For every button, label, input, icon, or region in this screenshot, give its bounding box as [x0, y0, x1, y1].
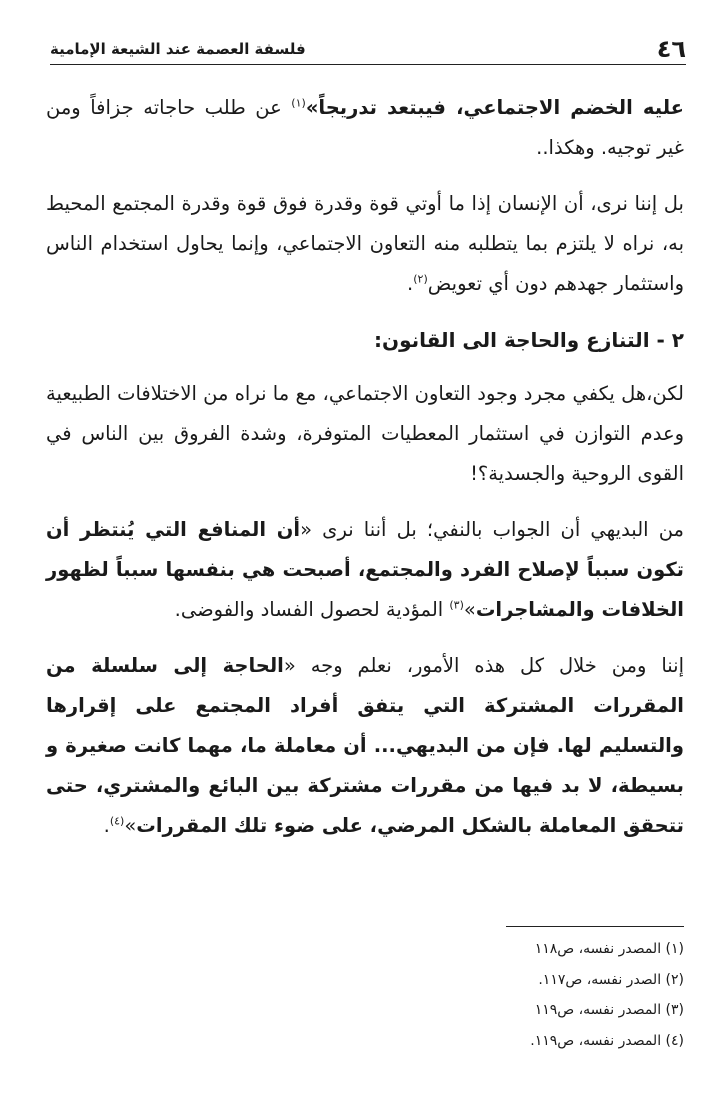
running-title: فلسفة العصمة عند الشيعة الإمامية: [50, 40, 306, 58]
paragraph-2: [46, 184, 684, 304]
footnote-ref-4: (٤): [109, 814, 125, 828]
footnotes: [284, 934, 684, 1056]
footnote-ref-3: (٣): [449, 598, 464, 612]
footnote-2: (٢) الصدر نفسه، ص١١٧.: [538, 971, 684, 988]
page-header: [50, 34, 686, 65]
paragraph-4-quote: أن المنافع التي يُنتظر أن تكون سبباً لإصلاح الفرد والمجتمع، أصبحت هي بنفسها سبباً لظهور الخلافات والمشاجرات: [46, 518, 684, 621]
page-body: [46, 88, 684, 862]
footnote-ref-2: (٢): [413, 272, 428, 286]
paragraph-5-close: »: [124, 814, 137, 837]
footnote-1: (١) المصدر نفسه، ص١١٨: [534, 941, 684, 957]
paragraph-2-end: .: [407, 272, 414, 295]
paragraph-2-text: بل إننا نرى، أن الإنسان إذا ما أوتي قوة وقدرة فوق قوة وقدرة المجتمع المحيط به، نراه لا يلتزم بما يتطلبه منه التعاون الاجتماعي، وإنما يحاول استخدام الناس واستثمار جهدهم دون أي تعويض: [46, 192, 684, 295]
footnote-3: (٣) المصدر نفسه، ص١١٩: [534, 1002, 684, 1018]
footnote-separator: [506, 926, 684, 927]
paragraph-3-text: لكن،هل يكفي مجرد وجود التعاون الاجتماعي، مع ما نراه من الاختلافات الطبيعية وعدم التوازن في استثمار المعطيات المتوفرة، وشدة الفروق بين الناس في القوى الروحية والجسدية؟!: [46, 382, 684, 485]
paragraph-3: [46, 374, 684, 494]
paragraph-4-tail: المؤدية لحصول الفساد والفوضى.: [174, 598, 450, 621]
paragraph-4-lead: من البديهي أن الجواب بالنفي؛ بل أننا نرى «: [300, 518, 684, 541]
paragraph-1: [46, 88, 684, 168]
paragraph-1-text: عن طلب حاجاته جزافاً ومن غير توجيه. وهكذا..: [46, 96, 684, 159]
paragraph-1-bold: عليه الخضم الاجتماعي، فيبتعد تدريجاً»: [305, 96, 684, 119]
section-heading: ٢ - التنازع والحاجة الى القانون:: [374, 328, 684, 352]
paragraph-4: [46, 510, 684, 630]
paragraph-4-close: »: [463, 598, 476, 621]
paragraph-5-quote: الحاجة إلى سلسلة من المقررات المشتركة التي يتفق أفراد المجتمع على إقرارها والتسليم لها. فإن من البديهي... أن معاملة ما، مهما كانت صغيرة و بسيطة، لا بد فيها من مقررات مشتركة بين البائع والمشتري، حتى تتحقق المعاملة بالشكل المرضي، على ضوء تلك المقررات: [46, 654, 684, 837]
footnote-ref-1: (١): [291, 96, 306, 110]
footnote-4: (٤) المصدر نفسه، ص١١٩.: [530, 1032, 684, 1049]
paragraph-5-lead: إننا ومن خلال كل هذه الأمور، نعلم وجه «: [283, 654, 684, 677]
page-number: ٤٦: [656, 35, 686, 63]
paragraph-5-end: .: [103, 814, 110, 837]
paragraph-5: [46, 646, 684, 846]
